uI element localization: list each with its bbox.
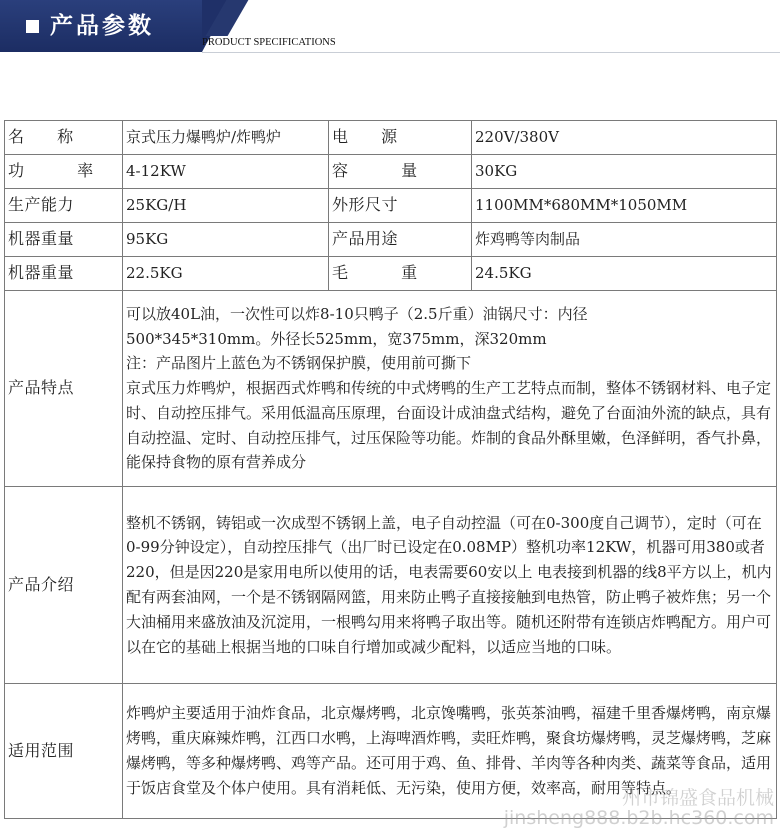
label-usage: 产品用途 bbox=[329, 223, 472, 257]
features-line-3: 注：产品图片上蓝色为不锈钢保护膜，使用前可撕下 bbox=[126, 354, 472, 373]
value-usage: 炸鸡鸭等肉制品 bbox=[472, 223, 777, 257]
label-power: 功 率 bbox=[5, 155, 123, 189]
value-output: 25KG/H bbox=[123, 189, 329, 223]
value-power-supply: 220V/380V bbox=[472, 121, 777, 155]
label-scope: 适用范围 bbox=[5, 684, 123, 819]
square-bullet-icon bbox=[26, 20, 39, 33]
value-scope: 炸鸭炉主要适用于油炸食品，北京爆烤鸭，北京馋嘴鸭，张英茶油鸭，福建千里香爆烤鸭，南京爆烤鸭，重庆麻辣炸鸭，江西口水鸭，上海啤酒炸鸭，卖旺炸鸭，聚食坊爆烤鸭，灵芝爆烤鸭，芝麻爆烤鸭，等多种爆烤鸭、鸡等产品。还可用于鸡、鱼、排骨、羊肉等各种肉类、蔬菜等食品，适用于饭店食堂及个体户使用。具有消耗低、无污染，使用方便，效率高，耐用等特点。 bbox=[123, 684, 777, 819]
label-capacity: 容 量 bbox=[329, 155, 472, 189]
value-dimensions: 1100MM*680MM*1050MM bbox=[472, 189, 777, 223]
label-dimensions: 外形尺寸 bbox=[329, 189, 472, 223]
spec-row-net-weight bbox=[5, 257, 777, 291]
value-weight: 95KG bbox=[123, 223, 329, 257]
section-title: 产品参数 bbox=[50, 13, 154, 39]
value-power: 4-12KW bbox=[123, 155, 329, 189]
spec-row-output bbox=[5, 189, 777, 223]
section-subtitle: PRODUCT SPECIFICATIONS bbox=[202, 37, 336, 48]
label-features: 产品特点 bbox=[5, 291, 123, 487]
section-header bbox=[0, 0, 780, 62]
value-gross-weight: 24.5KG bbox=[472, 257, 777, 291]
label-gross-weight: 毛 重 bbox=[329, 257, 472, 291]
value-net-weight: 22.5KG bbox=[123, 257, 329, 291]
spec-table bbox=[4, 120, 777, 819]
spec-row-power bbox=[5, 155, 777, 189]
watermark-company: 州市锦盛食品机械 bbox=[621, 787, 774, 809]
spec-row-features bbox=[5, 291, 777, 487]
label-weight: 机器重量 bbox=[5, 223, 123, 257]
spec-row-intro bbox=[5, 487, 777, 684]
features-line-2: 500*345*310mm。外径长525mm，宽375mm，深320mm bbox=[126, 329, 547, 348]
features-line-1: 可以放40L油，一次性可以炸8-10只鸭子（2.5斤重）油锅尺寸：内径 bbox=[126, 304, 588, 323]
value-intro: 整机不锈钢，铸铝或一次成型不锈钢上盖，电子自动控温（可在0-300度自己调节），定时（可在0-99分钟设定），自动控压排气（出厂时已设定在0.08MP）整机功率12KW，机器可用380或者220，但是因220是家用电所以使用的话，电表需要60安以上 电表接到机器的线8平方以上，机内配有两套油网，一个是不锈钢隔网篮，用来防止鸭子直接接触到电热管，防止鸭子被炸焦；另一个大油桶用来盛放油及沉淀用，一根鸭勾用来将鸭子取出等。随机还附带有连锁店炸鸭配方。用户可以在它的基础上根据当地的口味自行增加或减少配料，以适应当地的口味。 bbox=[123, 487, 777, 684]
label-power-supply: 电 源 bbox=[329, 121, 472, 155]
value-capacity: 30KG bbox=[472, 155, 777, 189]
label-intro: 产品介绍 bbox=[5, 487, 123, 684]
header-divider bbox=[202, 52, 780, 53]
label-name: 名 称 bbox=[5, 121, 123, 155]
watermark-url: jinsheng888.b2b.hc360.com bbox=[503, 807, 774, 829]
value-features bbox=[123, 291, 777, 487]
value-name: 京式压力爆鸭炉/炸鸭炉 bbox=[123, 121, 329, 155]
label-net-weight: 机器重量 bbox=[5, 257, 123, 291]
spec-row-name bbox=[5, 121, 777, 155]
label-output: 生产能力 bbox=[5, 189, 123, 223]
spec-row-scope bbox=[5, 684, 777, 819]
features-line-4: 京式压力炸鸭炉，根据西式炸鸭和传统的中式烤鸭的生产工艺特点而制，整体不锈钢材料、电子定时、自动控压排气。采用低温高压原理，台面设计成油盘式结构，避免了台面油外流的缺点，具有自动控温、定时、自动控压排气，过压保险等功能。炸制的食品外酥里嫩，色泽鲜明，香气扑鼻，能保持食物的原有营养成分 bbox=[126, 379, 772, 472]
spec-row-weight bbox=[5, 223, 777, 257]
